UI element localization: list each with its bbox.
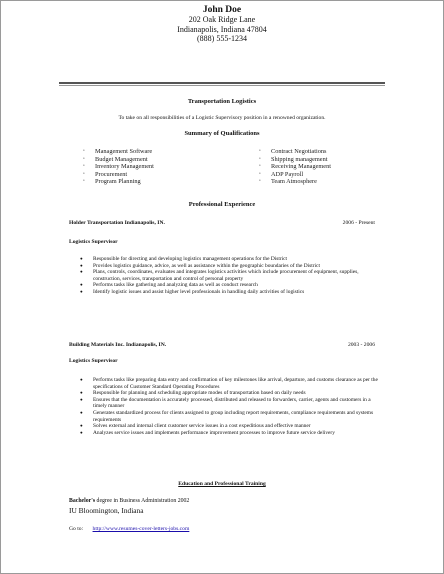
list-item: • Team Atmosphere [259,178,317,185]
bullet-icon: ● [80,256,83,261]
job-duties-list [80,256,383,296]
job-duties-list [80,377,383,436]
bullet-icon: ● [80,288,83,294]
degree-line [69,498,189,504]
list-item: • ADP Payroll [259,170,304,178]
bullet-icon: ● [80,390,83,396]
city-line: Indianapolis, Indiana 47804 [177,24,267,34]
bullet-icon: ● [80,429,83,435]
qualifications-heading: Summary of Qualifications [184,130,260,137]
bullet-icon: ● [80,262,83,268]
goto-label: Go to: [69,526,84,532]
bullet-icon: ● [80,282,83,288]
bullet-icon: • [259,164,261,169]
list-item: ● Provides logistics guidance, advice, as well as assistance within the geographic boundaries of the District [80,262,320,269]
list-item: • Receiving Management [259,163,331,170]
company-name: Holder Transportation Indianapolis, IN. [69,220,165,226]
list-item: ● Plans, controls, coordinates, evaluates and integrates logistics activities which include procurement of equipment, supplies, construction, services, transportation and control of personal property [80,269,359,282]
list-item: ● Ensures that the documentation is accurately processed, distributed and released to forwarders, carrier, agents and customers in a timely manner [80,396,371,410]
resume-title: Transportation Logistics [187,98,257,105]
contact-header [1,1,443,44]
degree-label: Bachelor's [69,498,96,504]
list-item: ● Responsible for planning and scheduling appropriate modes of transportation based on daily needs [80,390,306,397]
bullet-icon: • [259,149,261,154]
bullet-icon: • [83,149,85,154]
bullet-icon: • [259,179,261,184]
experience-heading: Professional Experience [188,201,256,208]
bullet-icon: ● [80,269,83,275]
objective-text: To take on all responsibilities of a Logistic Supervisory position in a renowned organization. [118,115,326,121]
applicant-name: John Doe [202,5,242,15]
degree-detail: degree in Business Administration 2002 [96,498,190,504]
list-item: • Contract Negotiations [259,148,327,155]
address-line: 202 Oak Ridge Lane [188,15,256,24]
bullet-icon: ● [80,377,83,382]
header-divider-thin [59,85,385,86]
list-item: ● Performs tasks like gathering and analyzing data as well as conduct research [80,282,258,289]
bullet-icon: • [83,156,85,162]
school-line: IU Bloomington, Indiana [69,506,144,515]
list-item: • Shipping management [259,155,328,163]
bullet-icon: ● [80,396,83,402]
bullet-icon: • [83,171,85,177]
website-link[interactable]: http://www.resumes-cover-letters-jobs.com [92,526,190,532]
list-item: ● Performs tasks like preparing data entry and confirmation of key milestones like arrival, departure, and customs clearance as per the specifications of Customer Standard Operating Procedures [80,377,378,390]
bullet-icon: ● [80,409,83,415]
bullet-icon: • [83,179,85,184]
education-heading: Education and Professional Training [178,481,266,487]
goto-line [69,526,189,532]
header-divider [59,82,385,84]
job-role: Logistics Supervisor [69,358,118,364]
list-item: ● Responsible for directing and developing logistics management operations for the District [80,256,288,262]
list-item: ● Identify logistic issues and assist higher level professionals in handling daily activities of logistics [80,288,305,295]
company-name: Building Materials Inc. Indianapolis, IN. [69,342,167,348]
qualifications-right-list [259,148,331,186]
bullet-icon: • [259,171,261,177]
list-item: • Program Planning [83,178,141,185]
job-role: Logistics Supervisor [69,239,118,245]
list-item: • Procurement [83,170,128,178]
bullet-icon: ● [80,423,83,429]
list-item: ● Analyzes service issues and implements performance improvement processes to improve future service delivery [80,429,335,436]
job-dates: 2003 - 2006 [347,342,375,348]
qualifications-left-list [83,148,154,186]
list-item: ● Generates standardized process for clients assigned to group including report requirements, compliance requirements and systems requirements [80,409,374,423]
bullet-icon: • [259,156,261,162]
job-header [69,342,375,348]
list-item: ● Solves external and internal client customer service issues in a cost expeditious and effective manner [80,423,311,430]
list-item: • Management Software [83,148,153,155]
bullet-icon: • [83,164,85,169]
list-item: • Budget Management [83,155,148,163]
job-dates: 2006 - Present [342,220,375,226]
list-item: • Inventory Management [83,163,154,170]
job-header [69,220,375,226]
phone-line: (888) 555-1234 [197,34,247,43]
